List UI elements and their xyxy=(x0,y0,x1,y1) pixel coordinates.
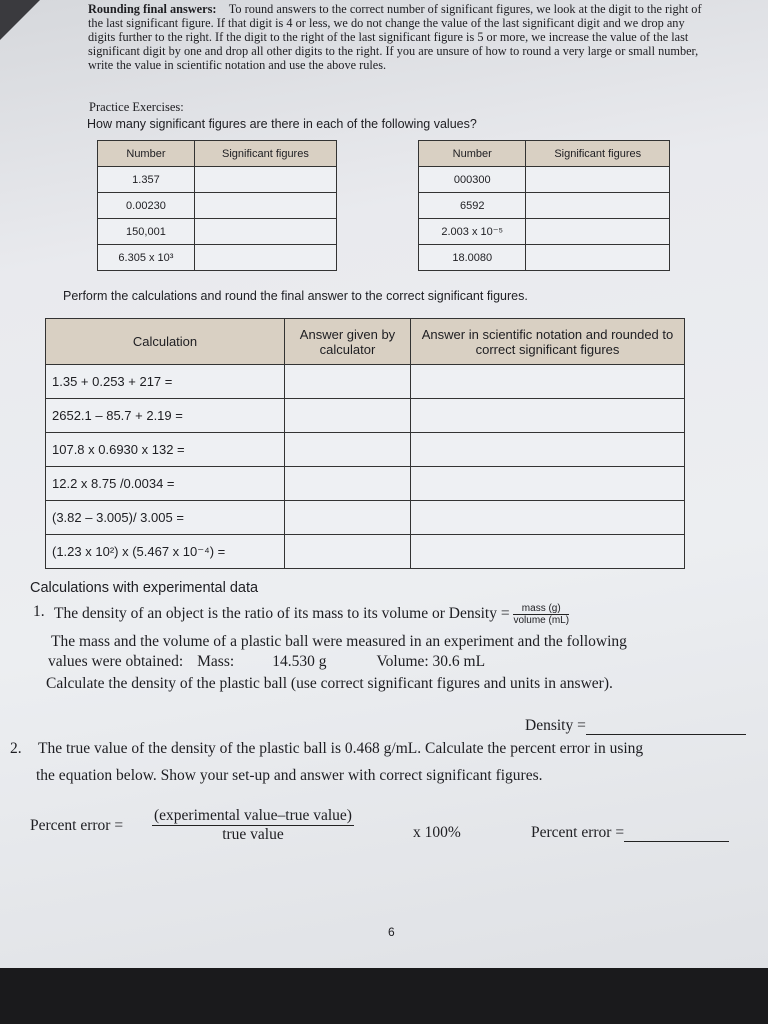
number-cell: 0.00230 xyxy=(98,193,195,219)
number-cell: 150,001 xyxy=(98,219,195,245)
fraction-denominator: volume (mL) xyxy=(513,615,570,626)
rounded-answer-cell[interactable] xyxy=(411,433,685,467)
intro-heading: Rounding final answers: xyxy=(88,2,217,16)
answer-cell[interactable] xyxy=(194,167,336,193)
sigfig-table-1 xyxy=(97,140,337,271)
col-header: Answer given by calculator xyxy=(285,319,411,365)
number-cell: 2.003 x 10⁻⁵ xyxy=(419,219,526,245)
density-answer-blank[interactable] xyxy=(586,734,746,735)
fraction-numerator: (experimental value–true value) xyxy=(154,807,352,824)
question-1-line2: The mass and the volume of a plastic ball were measured in an experiment and the following xyxy=(51,633,627,650)
question-1-number: 1. xyxy=(33,603,45,620)
rounded-answer-cell[interactable] xyxy=(411,501,685,535)
answer-cell[interactable] xyxy=(526,167,670,193)
col-header: Number xyxy=(98,141,195,167)
col-header: Number xyxy=(419,141,526,167)
density-fraction xyxy=(513,603,569,626)
calculation-cell: (1.23 x 10²) x (5.467 x 10⁻⁴) = xyxy=(46,535,285,569)
density-label: Density = xyxy=(525,717,586,734)
rounded-answer-cell[interactable] xyxy=(411,399,685,433)
number-cell: 1.357 xyxy=(98,167,195,193)
answer-cell[interactable] xyxy=(526,219,670,245)
percent-error-answer-label: Percent error = xyxy=(531,824,625,841)
col-header: Answer in scientific notation and rounded to correct significant figures xyxy=(411,319,685,365)
number-cell: 000300 xyxy=(419,167,526,193)
calculator-answer-cell[interactable] xyxy=(285,501,411,535)
calculator-answer-cell[interactable] xyxy=(285,365,411,399)
number-cell: 18.0080 xyxy=(419,245,526,271)
calculator-answer-cell[interactable] xyxy=(285,399,411,433)
question-1-line3 xyxy=(48,653,485,671)
answer-cell[interactable] xyxy=(526,193,670,219)
calculation-cell: (3.82 – 3.005)/ 3.005 = xyxy=(46,501,285,535)
calc-instruction: Perform the calculations and round the final answer to the correct significant figures. xyxy=(63,289,528,303)
rounded-answer-cell[interactable] xyxy=(411,365,685,399)
mass-value: 14.530 g xyxy=(272,653,327,670)
page-corner-shadow xyxy=(0,0,40,40)
intro-text: To round answers to the correct number of significant figures, we look at the digit to the right of the last significant figure. If that digit is 4 or less, we do not change the value of the last significant digit and we drop any digits further to the right. If the digit to the right of the last significant figure is 5 or more, we increase the value of the last significant digit by one and drop all other digits to the right. If you are unsure of how to round a very large or small number, write the value in scientific notation and use the above rules. xyxy=(88,2,702,72)
question-1-text xyxy=(54,603,569,626)
col-header: Significant figures xyxy=(526,141,670,167)
number-cell: 6.305 x 10³ xyxy=(98,245,195,271)
density-definition: The density of an object is the ratio of its mass to its volume or Density = xyxy=(54,605,510,623)
question-2-line2: the equation below. Show your set-up and answer with correct significant figures. xyxy=(36,767,543,784)
calculation-cell: 107.8 x 0.6930 x 132 = xyxy=(46,433,285,467)
practice-question: How many significant figures are there in each of the following values? xyxy=(87,117,477,131)
question-2-line1: The true value of the density of the plastic ball is 0.468 g/mL. Calculate the percent error in using xyxy=(38,740,644,757)
rounding-intro xyxy=(88,2,703,72)
fraction-numerator: mass (g) xyxy=(513,603,569,615)
calculator-answer-cell[interactable] xyxy=(285,467,411,501)
experimental-heading: Calculations with experimental data xyxy=(30,580,259,596)
rounded-answer-cell[interactable] xyxy=(411,535,685,569)
times-100-percent: x 100% xyxy=(413,824,461,841)
rounded-answer-cell[interactable] xyxy=(411,467,685,501)
number-cell: 6592 xyxy=(419,193,526,219)
calculation-cell: 2652.1 – 85.7 + 2.19 = xyxy=(46,399,285,433)
col-header: Calculation xyxy=(46,319,285,365)
mass-label: Mass: xyxy=(197,653,235,670)
percent-error-answer xyxy=(531,824,729,842)
calculation-cell: 1.35 + 0.253 + 217 = xyxy=(46,365,285,399)
answer-cell[interactable] xyxy=(526,245,670,271)
density-answer xyxy=(525,717,746,735)
answer-cell[interactable] xyxy=(194,245,336,271)
answer-cell[interactable] xyxy=(194,219,336,245)
calculation-cell: 12.2 x 8.75 /0.0034 = xyxy=(46,467,285,501)
volume-value: Volume: 30.6 mL xyxy=(376,653,486,670)
sigfig-table-2 xyxy=(418,140,670,271)
percent-error-fraction xyxy=(152,807,354,844)
calculation-table xyxy=(45,318,685,569)
page-number: 6 xyxy=(388,925,395,939)
percent-error-label: Percent error = xyxy=(30,817,124,834)
practice-heading: Practice Exercises: xyxy=(89,100,184,114)
values-label: values were obtained: xyxy=(48,653,184,670)
percent-error-blank[interactable] xyxy=(624,841,729,842)
calculator-answer-cell[interactable] xyxy=(285,535,411,569)
col-header: Significant figures xyxy=(194,141,336,167)
fraction-denominator: true value xyxy=(222,826,284,843)
answer-cell[interactable] xyxy=(194,193,336,219)
question-1-line4: Calculate the density of the plastic ball (use correct significant figures and units in answer). xyxy=(46,675,613,692)
calculator-answer-cell[interactable] xyxy=(285,433,411,467)
question-2-number: 2. xyxy=(10,740,22,757)
